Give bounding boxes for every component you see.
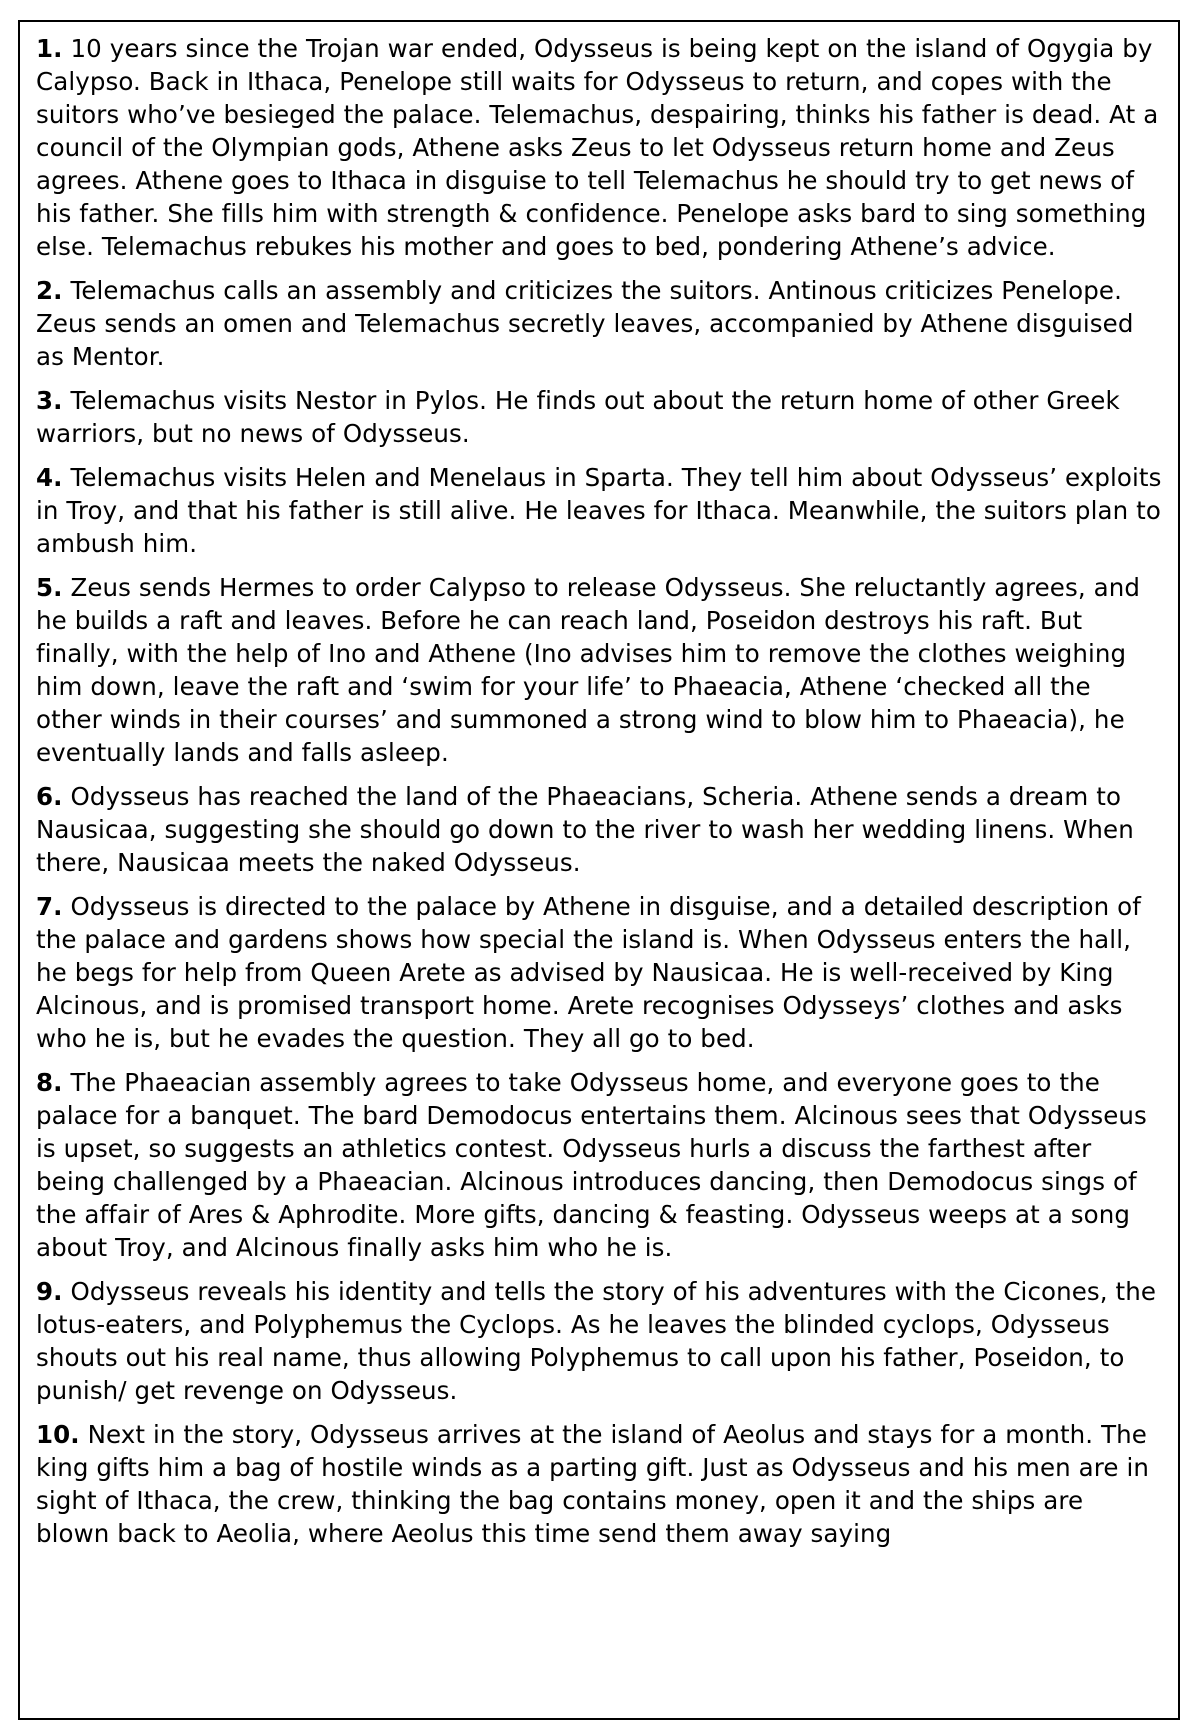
paragraph-text: The Phaeacian assembly agrees to take Odysseus home, and everyone goes to the palace for a banquet. The bard Demodocus entertains them. Alcinous sees that Odysseus is upset, so suggests an athletics contest. Odysseus hurls a discuss the farthest after being challenged by a Phaeacian. Alcinous introduces dancing, then Demodocus sings of the affair of Ares & Aphrodite. More gifts, dancing & feasting. Odysseus weeps at a song about Troy, and Alcinous finally asks him who he is.: [36, 1068, 1147, 1262]
paragraph-number: 2.: [36, 276, 63, 305]
summary-box: [18, 20, 1180, 1720]
paragraph-10: [36, 1418, 1164, 1550]
paragraph-text: Telemachus calls an assembly and criticizes the suitors. Antinous criticizes Penelope. Zeus sends an omen and Telemachus secretly leaves, accompanied by Athene disguised as Mentor.: [36, 276, 1134, 371]
paragraph-number: 9.: [36, 1277, 63, 1306]
paragraph-3: [36, 384, 1164, 450]
paragraph-8: [36, 1066, 1164, 1264]
paragraph-text: Odysseus has reached the land of the Phaeacians, Scheria. Athene sends a dream to Nausicaa, suggesting she should go down to the river to wash her wedding linens. When there, Nausicaa meets the naked Odysseus.: [36, 782, 1134, 877]
paragraph-text: 10 years since the Trojan war ended, Odysseus is being kept on the island of Ogygia by Calypso. Back in Ithaca, Penelope still waits for Odysseus to return, and copes with the suitors who’ve besieged the palace. Telemachus, despairing, thinks his father is dead. At a council of the Olympian gods, Athene asks Zeus to let Odysseus return home and Zeus agrees. Athene goes to Ithaca in disguise to tell Telemachus he should try to get news of his father. She fills him with strength & confidence. Penelope asks bard to sing something else. Telemachus rebukes his mother and goes to bed, pondering Athene’s advice.: [36, 34, 1159, 261]
paragraph-text: Telemachus visits Nestor in Pylos. He finds out about the return home of other Greek warriors, but no news of Odysseus.: [36, 386, 1120, 448]
paragraph-number: 1.: [36, 34, 63, 63]
paragraph-number: 7.: [36, 892, 63, 921]
paragraph-9: [36, 1275, 1164, 1407]
paragraph-text: Odysseus is directed to the palace by Athene in disguise, and a detailed description of the palace and gardens shows how special the island is. When Odysseus enters the hall, he begs for help from Queen Arete as advised by Nausicaa. He is well-received by King Alcinous, and is promised transport home. Arete recognises Odysseys’ clothes and asks who he is, but he evades the question. They all go to bed.: [36, 892, 1141, 1053]
paragraph-6: [36, 780, 1164, 879]
paragraph-number: 5.: [36, 573, 63, 602]
paragraph-text: Next in the story, Odysseus arrives at the island of Aeolus and stays for a month. The king gifts him a bag of hostile winds as a parting gift. Just as Odysseus and his men are in sight of Ithaca, the crew, thinking the bag contains money, open it and the ships are blown back to Aeolia, where Aeolus this time send them away saying: [36, 1420, 1149, 1548]
paragraph-number: 10.: [36, 1420, 80, 1449]
paragraph-4: [36, 461, 1164, 560]
paragraph-7: [36, 890, 1164, 1055]
paragraph-text: Telemachus visits Helen and Menelaus in Sparta. They tell him about Odysseus’ exploits in Troy, and that his father is still alive. He leaves for Ithaca. Meanwhile, the suitors plan to ambush him.: [36, 463, 1162, 558]
paragraph-number: 8.: [36, 1068, 63, 1097]
paragraph-text: Zeus sends Hermes to order Calypso to release Odysseus. She reluctantly agrees, and he builds a raft and leaves. Before he can reach land, Poseidon destroys his raft. But finally, with the help of Ino and Athene (Ino advises him to remove the clothes weighing him down, leave the raft and ‘swim for your life’ to Phaeacia, Athene ‘checked all the other winds in their courses’ and summoned a strong wind to blow him to Phaeacia), he eventually lands and falls asleep.: [36, 573, 1141, 767]
paragraph-1: [36, 32, 1164, 263]
paragraph-number: 6.: [36, 782, 63, 811]
paragraph-5: [36, 571, 1164, 769]
paragraph-2: [36, 274, 1164, 373]
paragraph-number: 3.: [36, 386, 63, 415]
paragraph-text: Odysseus reveals his identity and tells the story of his adventures with the Cicones, the lotus-eaters, and Polyphemus the Cyclops. As he leaves the blinded cyclops, Odysseus shouts out his real name, thus allowing Polyphemus to call upon his father, Poseidon, to punish/ get revenge on Odysseus.: [36, 1277, 1157, 1405]
paragraph-number: 4.: [36, 463, 63, 492]
